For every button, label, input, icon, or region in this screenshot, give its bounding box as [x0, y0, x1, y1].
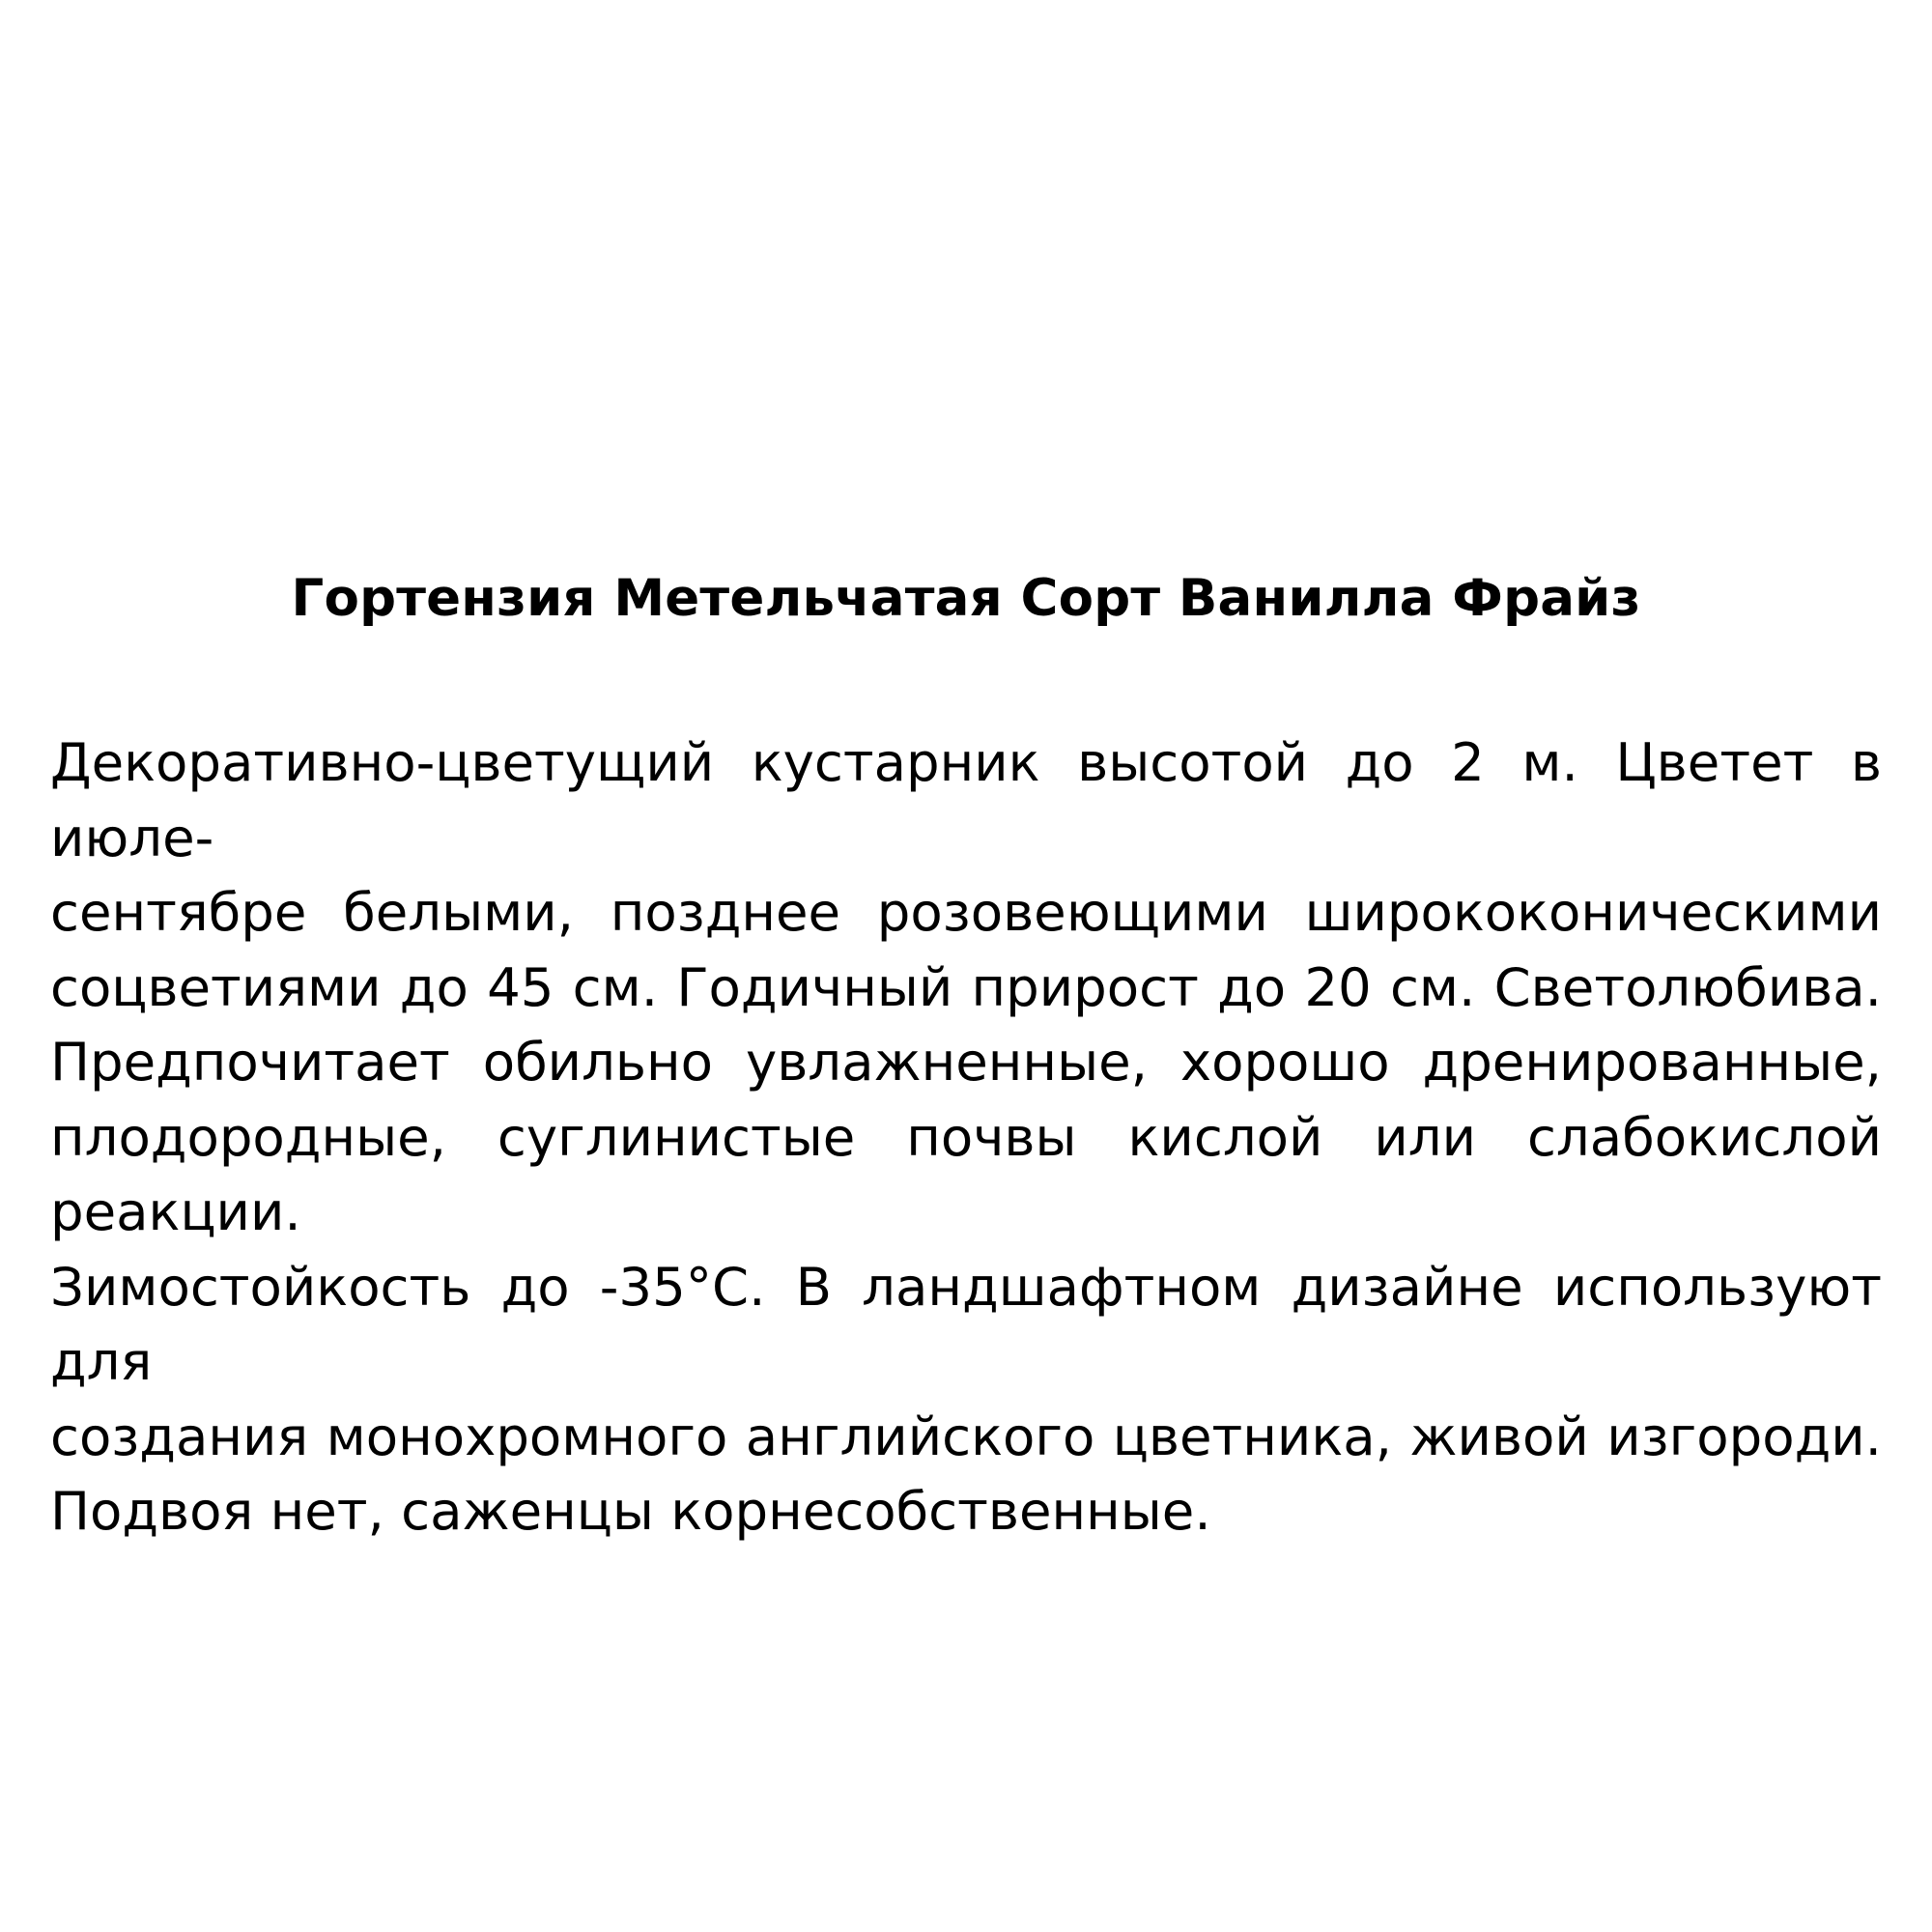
paragraph-line: создания монохромного английского цветника, живой изгороди. [50, 1405, 1882, 1467]
paragraph-line: Декоративно-цветущий кустарник высотой до 2 м. Цветет в июле- [50, 731, 1899, 868]
description-paragraph [50, 633, 1899, 1549]
paragraph-line: плодородные, суглинистые почвы кислой или слабокислой реакции. [50, 1105, 1899, 1242]
paragraph-line: Предпочитает обильно увлажненные, хорошо дренированные, [50, 1031, 1882, 1093]
paragraph-line: соцветиями до 45 см. Годичный прирост до 20 см. Светолюбива. [50, 955, 1882, 1018]
paragraph-line: Подвоя нет, саженцы корнесобственные. [50, 1480, 1211, 1542]
paragraph-line: Зимостойкость до -35°С. В ландшафтном дизайне используют для [50, 1255, 1899, 1392]
paragraph-line: сентябре белыми, позднее розовеющими ширококоническими [50, 881, 1882, 943]
page-title: Гортензия Метельчатая Сорт Ванилла Фрайз [291, 569, 1641, 628]
document-text-block [50, 0, 1899, 1549]
